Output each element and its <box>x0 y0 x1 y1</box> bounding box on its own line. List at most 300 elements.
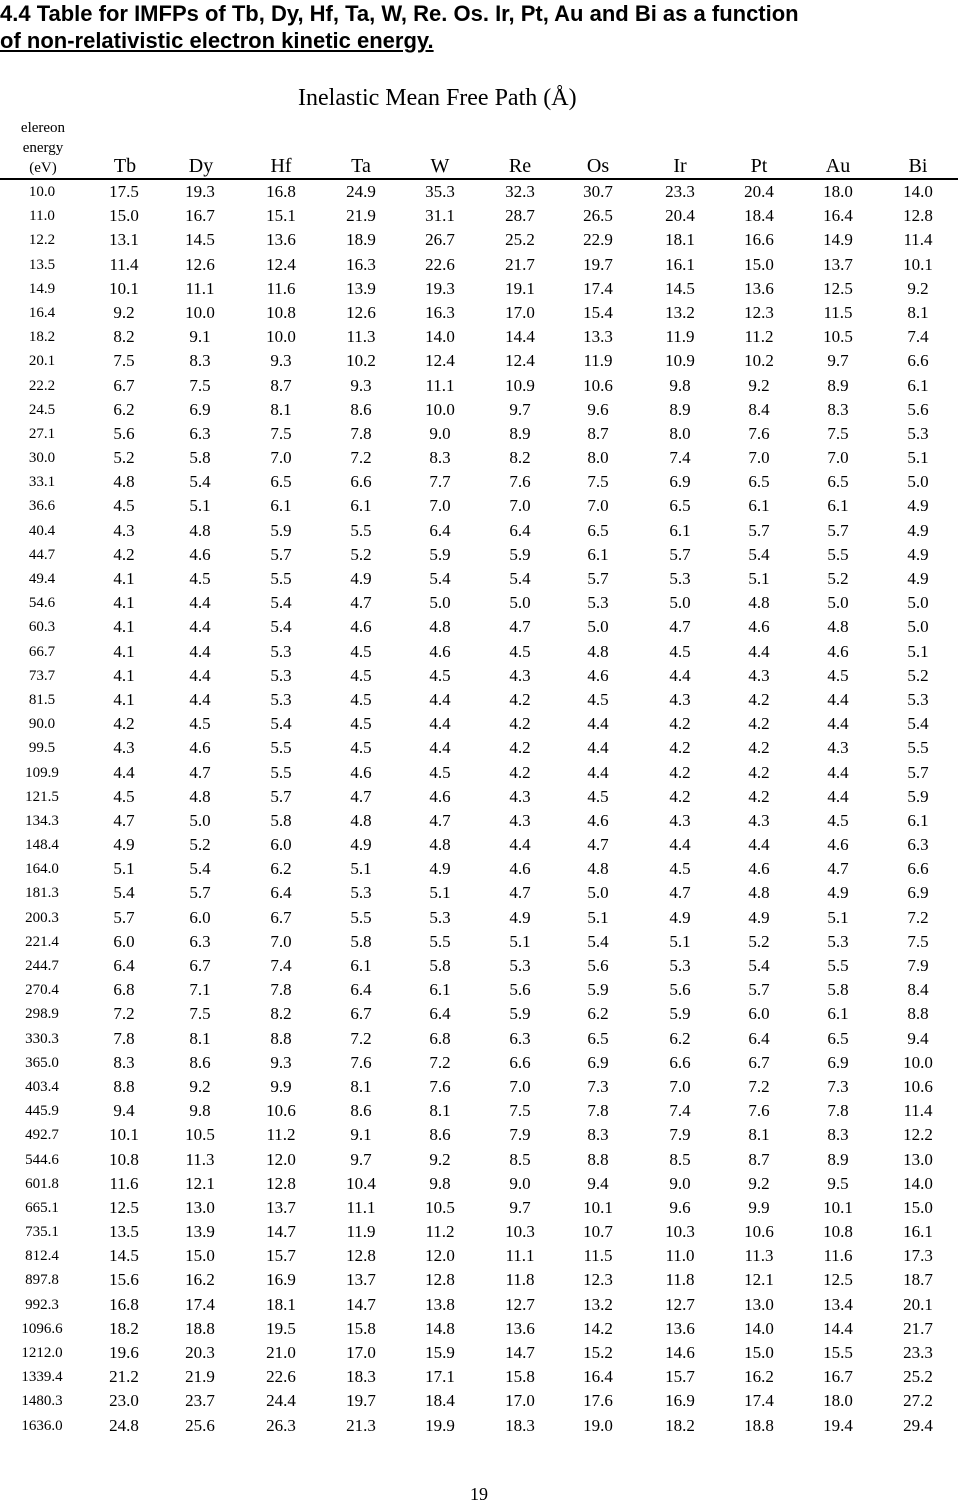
imfp-cell: 4.6 <box>587 665 609 685</box>
imfp-cell: 11.9 <box>346 1222 376 1242</box>
imfp-cell: 5.6 <box>907 399 929 419</box>
energy-cell: 897.8 <box>25 1272 59 1289</box>
energy-cell: 60.3 <box>28 619 56 636</box>
imfp-cell: 4.9 <box>907 496 929 516</box>
imfp-cell: 9.7 <box>827 351 849 371</box>
imfp-cell: 4.4 <box>827 762 849 782</box>
document-title <box>0 0 940 54</box>
imfp-cell: 11.9 <box>583 351 613 371</box>
energy-cell: 1096.6 <box>21 1320 63 1337</box>
table-row <box>0 228 960 252</box>
imfp-cell: 6.0 <box>270 835 292 855</box>
imfp-cell: 12.6 <box>185 254 215 274</box>
imfp-cell: 12.8 <box>346 1246 376 1266</box>
imfp-cell: 4.4 <box>748 641 770 661</box>
imfp-cell: 8.9 <box>827 375 849 395</box>
imfp-cell: 5.4 <box>587 931 609 951</box>
table-row <box>0 761 960 785</box>
imfp-cell: 5.7 <box>270 544 292 564</box>
imfp-cell: 7.8 <box>350 423 372 443</box>
imfp-cell: 12.4 <box>425 351 455 371</box>
imfp-cell: 5.7 <box>748 520 770 540</box>
imfp-cell: 5.0 <box>907 617 929 637</box>
imfp-cell: 13.0 <box>185 1197 215 1217</box>
imfp-cell: 7.6 <box>748 1101 770 1121</box>
imfp-cell: 5.5 <box>270 569 292 588</box>
column-header-pt: Pt <box>750 155 768 177</box>
imfp-cell: 20.1 <box>903 1294 933 1314</box>
imfp-cell: 23.7 <box>185 1391 215 1411</box>
imfp-cell: 4.1 <box>113 617 135 637</box>
imfp-cell: 15.1 <box>266 206 296 226</box>
imfp-cell: 4.4 <box>827 786 849 806</box>
imfp-cell: 9.4 <box>907 1028 929 1048</box>
imfp-cell: 7.6 <box>509 472 531 492</box>
imfp-cell: 5.2 <box>189 835 211 855</box>
imfp-cell: 5.9 <box>509 544 531 564</box>
imfp-cell: 10.8 <box>109 1149 139 1169</box>
imfp-cell: 4.4 <box>189 641 211 661</box>
energy-cell: 200.3 <box>25 909 59 926</box>
imfp-cell: 19.3 <box>425 278 455 298</box>
table-row <box>0 349 960 373</box>
imfp-cell: 7.4 <box>669 1101 691 1121</box>
imfp-cell: 9.4 <box>113 1101 135 1121</box>
imfp-cell: 15.8 <box>346 1318 376 1338</box>
imfp-cell: 11.4 <box>903 230 933 250</box>
imfp-cell: 9.2 <box>189 1076 211 1096</box>
imfp-cell: 8.8 <box>270 1028 292 1048</box>
imfp-cell: 9.2 <box>907 278 929 298</box>
imfp-cell: 5.2 <box>907 665 929 685</box>
energy-cell: 992.3 <box>25 1296 59 1313</box>
table-row <box>0 906 960 930</box>
imfp-cell: 5.9 <box>669 1004 691 1024</box>
imfp-cell: 15.2 <box>583 1343 613 1362</box>
imfp-cell: 4.3 <box>748 810 770 830</box>
imfp-cell: 6.5 <box>669 496 691 516</box>
energy-cell: 22.2 <box>28 377 56 394</box>
imfp-cell: 5.2 <box>350 544 372 564</box>
imfp-cell: 6.4 <box>748 1028 770 1048</box>
imfp-cell: 11.6 <box>823 1246 853 1266</box>
imfp-cell: 24.4 <box>266 1391 296 1411</box>
imfp-cell: 9.9 <box>748 1197 770 1217</box>
imfp-cell: 4.9 <box>827 883 849 903</box>
table-row <box>0 978 960 1002</box>
imfp-cell: 16.8 <box>109 1294 139 1314</box>
imfp-cell: 10.2 <box>346 351 376 371</box>
imfp-cell: 10.6 <box>903 1076 933 1096</box>
energy-cell: 36.6 <box>28 498 56 515</box>
imfp-cell: 18.8 <box>185 1318 215 1338</box>
imfp-cell: 8.7 <box>748 1149 770 1169</box>
imfp-cell: 10.8 <box>266 302 296 322</box>
table-row <box>0 543 960 567</box>
imfp-cell: 10.1 <box>903 254 933 274</box>
imfp-cell: 10.5 <box>823 327 853 347</box>
imfp-cell: 16.8 <box>266 182 296 201</box>
imfp-cell: 17.4 <box>583 278 613 298</box>
imfp-cell: 6.7 <box>748 1052 770 1072</box>
imfp-cell: 4.9 <box>429 859 451 879</box>
imfp-cell: 28.7 <box>505 206 535 226</box>
imfp-cell: 4.6 <box>827 835 849 855</box>
imfp-cell: 12.2 <box>903 1125 933 1145</box>
energy-cell: 403.4 <box>25 1078 59 1095</box>
imfp-cell: 16.7 <box>185 206 215 226</box>
imfp-cell: 7.4 <box>669 448 691 468</box>
imfp-cell: 9.9 <box>270 1076 292 1096</box>
imfp-cell: 15.6 <box>109 1270 139 1290</box>
imfp-cell: 12.5 <box>109 1197 139 1217</box>
imfp-cell: 9.0 <box>509 1173 531 1193</box>
imfp-cell: 13.4 <box>823 1294 853 1314</box>
imfp-cell: 14.7 <box>346 1294 376 1314</box>
imfp-cell: 6.1 <box>827 496 849 516</box>
table-row <box>0 494 960 518</box>
imfp-cell: 11.6 <box>266 278 296 298</box>
imfp-cell: 4.1 <box>113 665 135 685</box>
imfp-cell: 14.5 <box>665 278 695 298</box>
imfp-cell: 7.0 <box>669 1076 691 1096</box>
imfp-cell: 5.4 <box>429 569 451 588</box>
imfp-cell: 4.9 <box>350 835 372 855</box>
imfp-cell: 5.4 <box>907 714 929 734</box>
imfp-cell: 7.0 <box>509 496 531 516</box>
imfp-cell: 7.3 <box>587 1076 609 1096</box>
imfp-cell: 7.6 <box>748 423 770 443</box>
imfp-cell: 19.6 <box>109 1343 139 1362</box>
imfp-cell: 5.5 <box>827 956 849 975</box>
imfp-cell: 4.5 <box>827 810 849 830</box>
imfp-cell: 5.3 <box>270 689 292 709</box>
energy-cell: 73.7 <box>28 667 56 684</box>
imfp-cell: 4.4 <box>189 593 211 613</box>
imfp-cell: 5.9 <box>429 544 451 564</box>
imfp-cell: 4.5 <box>350 641 372 661</box>
energy-column-header <box>18 118 68 178</box>
imfp-cell: 6.6 <box>669 1052 691 1072</box>
imfp-cell: 7.8 <box>587 1101 609 1121</box>
imfp-cell: 16.6 <box>744 230 774 250</box>
table-row <box>0 1317 960 1341</box>
imfp-cell: 4.4 <box>587 738 609 758</box>
energy-cell: 445.9 <box>25 1103 59 1120</box>
table-row <box>0 1051 960 1075</box>
imfp-cell: 4.5 <box>350 738 372 758</box>
imfp-cell: 13.0 <box>903 1149 933 1169</box>
imfp-cell: 7.5 <box>189 375 211 395</box>
imfp-cell: 5.4 <box>189 859 211 879</box>
imfp-cell: 5.6 <box>113 423 135 443</box>
imfp-cell: 8.3 <box>113 1052 135 1072</box>
imfp-cell: 5.9 <box>509 1004 531 1024</box>
imfp-cell: 6.4 <box>270 883 292 903</box>
imfp-cell: 19.1 <box>505 278 535 298</box>
imfp-cell: 4.5 <box>113 786 135 806</box>
imfp-cell: 15.0 <box>744 254 774 274</box>
imfp-cell: 10.1 <box>109 278 139 298</box>
imfp-cell: 9.7 <box>509 399 531 419</box>
imfp-cell: 29.4 <box>903 1415 933 1435</box>
energy-cell: 13.5 <box>28 256 56 273</box>
imfp-cell: 13.9 <box>346 278 376 298</box>
imfp-cell: 8.3 <box>189 351 211 371</box>
energy-cell: 10.0 <box>28 184 56 200</box>
imfp-cell: 7.0 <box>509 1076 531 1096</box>
imfp-cell: 5.1 <box>748 569 770 588</box>
imfp-cell: 5.4 <box>189 472 211 492</box>
imfp-cell: 16.1 <box>903 1222 933 1242</box>
imfp-cell: 8.9 <box>669 399 691 419</box>
imfp-cell: 8.2 <box>270 1004 292 1024</box>
imfp-cell: 13.1 <box>109 230 139 250</box>
table-row <box>0 422 960 446</box>
imfp-cell: 18.2 <box>665 1415 695 1435</box>
imfp-cell: 14.2 <box>583 1318 613 1338</box>
imfp-cell: 6.7 <box>270 907 292 927</box>
energy-cell: 164.0 <box>25 861 59 878</box>
imfp-cell: 4.7 <box>350 786 372 806</box>
imfp-cell: 11.3 <box>744 1246 774 1266</box>
imfp-cell: 11.5 <box>823 302 853 322</box>
imfp-cell: 7.2 <box>429 1052 451 1072</box>
imfp-cell: 14.0 <box>903 182 933 201</box>
imfp-cell: 8.1 <box>429 1101 451 1121</box>
imfp-cell: 7.0 <box>587 496 609 516</box>
energy-cell: 24.5 <box>28 401 56 418</box>
imfp-cell: 6.9 <box>827 1052 849 1072</box>
imfp-cell: 10.3 <box>505 1222 535 1242</box>
imfp-cell: 6.6 <box>907 859 929 879</box>
table-row <box>0 301 960 325</box>
imfp-cell: 4.8 <box>587 641 609 661</box>
imfp-cell: 8.1 <box>907 302 929 322</box>
energy-cell: 27.1 <box>28 425 56 442</box>
imfp-cell: 17.3 <box>903 1246 933 1266</box>
imfp-cell: 7.8 <box>827 1101 849 1121</box>
imfp-cell: 7.0 <box>270 448 292 468</box>
imfp-cell: 9.2 <box>429 1149 451 1169</box>
imfp-cell: 7.6 <box>429 1076 451 1096</box>
imfp-cell: 4.5 <box>509 641 531 661</box>
imfp-cell: 4.5 <box>669 641 691 661</box>
energy-cell: 181.3 <box>25 885 59 902</box>
table-row <box>0 785 960 809</box>
imfp-cell: 12.3 <box>744 302 774 322</box>
imfp-cell: 4.3 <box>827 738 849 758</box>
imfp-cell: 9.2 <box>748 1173 770 1193</box>
table-row <box>0 930 960 954</box>
column-header-bi: Bi <box>908 155 928 177</box>
imfp-cell: 7.2 <box>350 448 372 468</box>
imfp-cell: 17.1 <box>425 1367 455 1387</box>
table-row <box>0 591 960 615</box>
table-row <box>0 954 960 978</box>
imfp-cell: 10.1 <box>823 1197 853 1217</box>
imfp-cell: 6.9 <box>189 399 211 419</box>
imfp-cell: 4.6 <box>189 738 211 758</box>
imfp-cell: 5.4 <box>113 883 135 903</box>
table-row <box>0 1389 960 1413</box>
imfp-cell: 5.2 <box>827 569 849 588</box>
imfp-cell: 18.9 <box>346 230 376 250</box>
imfp-cell: 5.7 <box>907 762 929 782</box>
imfp-cell: 5.3 <box>669 569 691 588</box>
imfp-cell: 4.9 <box>907 569 929 588</box>
imfp-cell: 6.0 <box>113 931 135 951</box>
imfp-cell: 5.5 <box>270 738 292 758</box>
imfp-cell: 6.3 <box>509 1028 531 1048</box>
imfp-cell: 18.0 <box>823 1391 853 1411</box>
imfp-cell: 6.5 <box>748 472 770 492</box>
imfp-cell: 4.5 <box>827 665 849 685</box>
column-header-tb: Tb <box>113 155 137 177</box>
imfp-cell: 18.2 <box>109 1318 139 1338</box>
table-row <box>0 470 960 494</box>
imfp-cell: 5.3 <box>270 641 292 661</box>
imfp-cell: 4.2 <box>669 714 691 734</box>
imfp-cell: 9.8 <box>669 375 691 395</box>
imfp-cell: 8.6 <box>189 1052 211 1072</box>
imfp-cell: 8.1 <box>270 399 292 419</box>
imfp-cell: 19.5 <box>266 1318 296 1338</box>
imfp-cell: 26.7 <box>425 230 455 250</box>
table-row <box>0 567 960 591</box>
energy-cell: 33.1 <box>28 474 56 491</box>
imfp-cell: 6.4 <box>509 520 531 540</box>
imfp-cell: 4.4 <box>587 714 609 734</box>
imfp-cell: 15.4 <box>583 302 613 322</box>
imfp-cell: 5.1 <box>907 641 929 661</box>
imfp-cell: 8.4 <box>907 980 929 1000</box>
imfp-cell: 6.2 <box>587 1004 609 1024</box>
imfp-cell: 14.0 <box>903 1173 933 1193</box>
imfp-cell: 10.6 <box>266 1101 296 1121</box>
energy-header-line: (eV) <box>29 160 57 176</box>
imfp-cell: 4.8 <box>189 786 211 806</box>
imfp-cell: 4.4 <box>189 617 211 637</box>
imfp-cell: 8.6 <box>429 1125 451 1145</box>
imfp-cell: 6.1 <box>669 520 691 540</box>
imfp-cell: 5.6 <box>669 980 691 1000</box>
energy-cell: 601.8 <box>25 1175 59 1192</box>
imfp-cell: 11.5 <box>583 1246 613 1266</box>
imfp-cell: 19.9 <box>425 1415 455 1435</box>
imfp-cell: 4.5 <box>350 714 372 734</box>
imfp-cell: 16.9 <box>266 1270 296 1290</box>
imfp-cell: 4.7 <box>429 810 451 830</box>
imfp-cell: 21.2 <box>109 1367 139 1387</box>
imfp-cell: 8.3 <box>429 448 451 468</box>
imfp-cell: 10.7 <box>583 1222 613 1242</box>
imfp-cell: 8.9 <box>509 423 531 443</box>
page-number: 19 <box>470 1484 488 1504</box>
imfp-cell: 8.7 <box>270 375 292 395</box>
imfp-cell: 4.4 <box>189 689 211 709</box>
imfp-cell: 4.3 <box>509 665 531 685</box>
imfp-cell: 16.3 <box>425 302 455 322</box>
imfp-cell: 12.4 <box>505 351 535 371</box>
imfp-cell: 12.1 <box>185 1173 215 1193</box>
imfp-cell: 5.3 <box>669 956 691 975</box>
imfp-cell: 20.4 <box>665 206 695 226</box>
table-row <box>0 1244 960 1268</box>
imfp-cell: 5.1 <box>509 931 531 951</box>
imfp-cell: 16.7 <box>823 1367 853 1387</box>
imfp-cell: 26.3 <box>266 1415 296 1435</box>
imfp-cell: 14.7 <box>505 1343 535 1362</box>
imfp-cell: 9.0 <box>429 423 451 443</box>
imfp-cell: 5.4 <box>270 617 292 637</box>
imfp-cell: 8.9 <box>827 1149 849 1169</box>
imfp-cell: 9.8 <box>189 1101 211 1121</box>
imfp-cell: 15.8 <box>505 1367 535 1387</box>
imfp-cell: 8.5 <box>509 1149 531 1169</box>
imfp-cell: 7.9 <box>509 1125 531 1145</box>
imfp-cell: 14.5 <box>185 230 215 250</box>
imfp-cell: 13.2 <box>583 1294 613 1314</box>
imfp-cell: 13.2 <box>665 302 695 322</box>
table-row <box>0 1293 960 1317</box>
imfp-cell: 6.0 <box>189 907 211 927</box>
imfp-cell: 7.2 <box>113 1004 135 1024</box>
imfp-cell: 20.3 <box>185 1343 215 1362</box>
imfp-cell: 4.1 <box>113 593 135 613</box>
imfp-cell: 7.9 <box>669 1125 691 1145</box>
imfp-cell: 7.6 <box>350 1052 372 1072</box>
imfp-cell: 5.7 <box>669 544 691 564</box>
energy-cell: 148.4 <box>25 837 59 854</box>
imfp-cell: 9.6 <box>669 1197 691 1217</box>
imfp-cell: 16.2 <box>185 1270 215 1290</box>
imfp-cell: 6.1 <box>907 375 929 395</box>
table-row <box>0 1027 960 1051</box>
table-row <box>0 204 960 228</box>
imfp-cell: 5.8 <box>827 980 849 1000</box>
imfp-cell: 4.1 <box>113 689 135 709</box>
imfp-cell: 5.0 <box>669 593 691 613</box>
imfp-cell: 5.5 <box>429 931 451 951</box>
table-row <box>0 325 960 349</box>
imfp-cell: 4.6 <box>429 786 451 806</box>
title-line-1: 4.4 Table for IMFPs of Tb, Dy, Hf, Ta, W, Re. Os. Ir, Pt, Au and Bi as a function <box>0 1 799 26</box>
imfp-cell: 7.0 <box>827 448 849 468</box>
imfp-cell: 15.7 <box>266 1246 296 1266</box>
imfp-cell: 10.5 <box>185 1125 215 1145</box>
imfp-cell: 4.2 <box>748 689 770 709</box>
imfp-cell: 4.4 <box>509 835 531 855</box>
imfp-cell: 18.3 <box>346 1367 376 1387</box>
energy-cell: 1212.0 <box>21 1345 63 1361</box>
imfp-cell: 7.4 <box>907 327 929 347</box>
imfp-cell: 4.9 <box>113 835 135 855</box>
imfp-cell: 17.6 <box>583 1391 613 1411</box>
imfp-cell: 6.6 <box>907 351 929 371</box>
table-row <box>0 640 960 664</box>
imfp-cell: 7.5 <box>587 472 609 492</box>
imfp-cell: 5.1 <box>350 859 372 879</box>
imfp-cell: 12.6 <box>346 302 376 322</box>
imfp-cell: 5.7 <box>587 569 609 588</box>
imfp-cell: 10.3 <box>665 1222 695 1242</box>
imfp-cell: 4.2 <box>509 738 531 758</box>
imfp-cell: 4.4 <box>429 689 451 709</box>
imfp-cell: 8.3 <box>827 399 849 419</box>
title-line-2: of non-relativistic electron kinetic energy. <box>0 28 434 53</box>
imfp-cell: 6.5 <box>827 1028 849 1048</box>
